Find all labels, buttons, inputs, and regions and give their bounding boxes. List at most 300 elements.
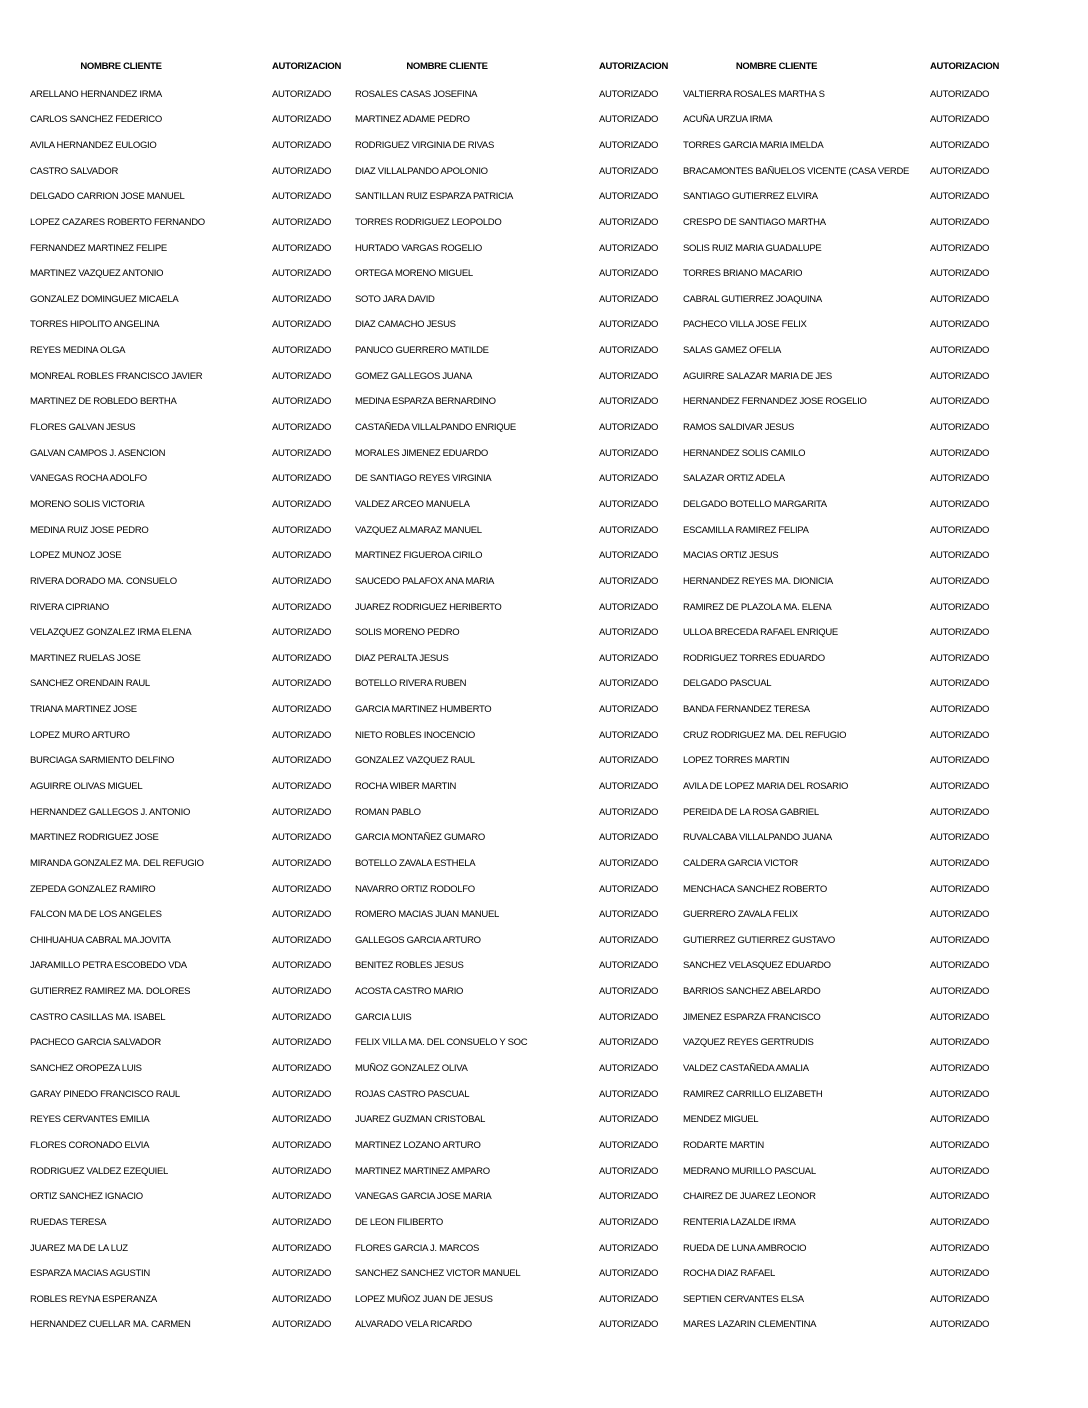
client-name: GARCIA MONTAÑEZ GUMARO [355, 832, 485, 844]
authorization-status: AUTORIZADO [599, 1011, 659, 1023]
client-name: LOPEZ MURO ARTURO [30, 729, 130, 741]
authorization-status: AUTORIZADO [272, 832, 332, 844]
client-name: SOTO JARA DAVID [355, 293, 435, 305]
client-name: GALLEGOS GARCIA ARTURO [355, 934, 481, 946]
client-name: JIMENEZ ESPARZA FRANCISCO [683, 1011, 821, 1023]
authorization-status: AUTORIZADO [599, 293, 659, 305]
authorization-status: AUTORIZADO [930, 1242, 990, 1254]
authorization-status: AUTORIZADO [599, 524, 659, 536]
client-name: DIAZ CAMACHO JESUS [355, 319, 456, 331]
authorization-status: AUTORIZADO [930, 1088, 990, 1100]
client-name: CHIHUAHUA CABRAL MA.JOVITA [30, 934, 171, 946]
client-name: MEDINA RUIZ JOSE PEDRO [30, 524, 149, 536]
client-name: MACIAS ORTIZ JESUS [683, 550, 779, 562]
authorization-status: AUTORIZADO [599, 319, 659, 331]
authorization-status: AUTORIZADO [272, 883, 332, 895]
authorization-status: AUTORIZADO [272, 165, 332, 177]
client-name: GUERRERO ZAVALA FELIX [683, 909, 798, 921]
client-name: TORRES RODRIGUEZ LEOPOLDO [355, 216, 502, 228]
client-name: GARCIA MARTINEZ HUMBERTO [355, 704, 492, 716]
client-name: DIAZ VILLALPANDO APOLONIO [355, 165, 488, 177]
client-name: GARAY PINEDO FRANCISCO RAUL [30, 1088, 180, 1100]
client-name: FELIX VILLA MA. DEL CONSUELO Y SOC [355, 1037, 528, 1049]
client-name: ROCHA DIAZ RAFAEL [683, 1268, 776, 1280]
authorization-status: AUTORIZADO [930, 345, 990, 357]
column-header-autorizacion-1: AUTORIZACION [272, 61, 342, 73]
authorization-status: AUTORIZADO [272, 1063, 332, 1075]
client-name: GONZALEZ VAZQUEZ RAUL [355, 755, 475, 767]
authorization-status: AUTORIZADO [930, 755, 990, 767]
client-name: DELGADO CARRION JOSE MANUEL [30, 191, 185, 203]
authorization-status: AUTORIZADO [599, 473, 659, 485]
authorization-status: AUTORIZADO [599, 422, 659, 434]
client-name: BRACAMONTES BAÑUELOS VICENTE (CASA VERDE [683, 165, 910, 177]
authorization-status: AUTORIZADO [930, 1114, 990, 1126]
client-name: CARLOS SANCHEZ FEDERICO [30, 114, 162, 126]
client-name: AGUIRRE SALAZAR MARIA DE JES [683, 370, 832, 382]
authorization-status: AUTORIZADO [272, 370, 332, 382]
client-name: ROMERO MACIAS JUAN MANUEL [355, 909, 499, 921]
client-name: HERNANDEZ REYES MA. DIONICIA [683, 575, 833, 587]
authorization-status: AUTORIZADO [930, 729, 990, 741]
authorization-status: AUTORIZADO [599, 1216, 659, 1228]
client-name: LOPEZ MUÑOZ JUAN DE JESUS [355, 1293, 493, 1305]
authorization-status: AUTORIZADO [930, 191, 990, 203]
client-name: BENITEZ ROBLES JESUS [355, 960, 464, 972]
authorization-status: AUTORIZADO [930, 960, 990, 972]
authorization-status: AUTORIZADO [599, 909, 659, 921]
client-name: DELGADO BOTELLO MARGARITA [683, 498, 827, 510]
client-name: CRUZ RODRIGUEZ MA. DEL REFUGIO [683, 729, 847, 741]
authorization-status: AUTORIZADO [930, 422, 990, 434]
client-name: RUEDA DE LUNA AMBROCIO [683, 1242, 807, 1254]
authorization-status: AUTORIZADO [272, 652, 332, 664]
authorization-status: AUTORIZADO [272, 447, 332, 459]
client-name: HERNANDEZ SOLIS CAMILO [683, 447, 806, 459]
authorization-status: AUTORIZADO [930, 550, 990, 562]
authorization-status: AUTORIZADO [272, 1165, 332, 1177]
client-name: CALDERA GARCIA VICTOR [683, 857, 798, 869]
authorization-status: AUTORIZADO [599, 601, 659, 613]
client-name: CASTAÑEDA VILLALPANDO ENRIQUE [355, 422, 516, 434]
client-name: SOLIS RUIZ MARIA GUADALUPE [683, 242, 822, 254]
authorization-status: AUTORIZADO [930, 268, 990, 280]
client-name: GALVAN CAMPOS J. ASENCION [30, 447, 166, 459]
client-name: RAMIREZ CARRILLO ELIZABETH [683, 1088, 823, 1100]
authorization-status: AUTORIZADO [599, 960, 659, 972]
client-name: MORALES JIMENEZ EDUARDO [355, 447, 488, 459]
authorization-status: AUTORIZADO [599, 242, 659, 254]
client-name: MARTINEZ LOZANO ARTURO [355, 1139, 481, 1151]
client-name: VAZQUEZ ALMARAZ MANUEL [355, 524, 482, 536]
authorization-status: AUTORIZADO [272, 1293, 332, 1305]
authorization-status: AUTORIZADO [272, 498, 332, 510]
authorization-status: AUTORIZADO [930, 652, 990, 664]
column-header-autorizacion-3: AUTORIZACION [930, 61, 1000, 73]
client-name: SANTIAGO GUTIERREZ ELVIRA [683, 191, 818, 203]
authorization-status: AUTORIZADO [599, 1293, 659, 1305]
client-name: VANEGAS GARCIA JOSE MARIA [355, 1191, 492, 1203]
client-name: NAVARRO ORTIZ RODOLFO [355, 883, 475, 895]
client-name: MENCHACA SANCHEZ ROBERTO [683, 883, 827, 895]
client-name: MARTINEZ RUELAS JOSE [30, 652, 141, 664]
client-name: LOPEZ CAZARES ROBERTO FERNANDO [30, 216, 205, 228]
client-name: RODRIGUEZ VIRGINIA DE RIVAS [355, 139, 494, 151]
client-name: VALDEZ CASTAÑEDA AMALIA [683, 1063, 809, 1075]
authorization-report [30, 56, 1058, 1338]
authorization-status: AUTORIZADO [272, 1216, 332, 1228]
client-name: RIVERA DORADO MA. CONSUELO [30, 575, 177, 587]
client-name: MENDEZ MIGUEL [683, 1114, 759, 1126]
client-name: MARTINEZ ADAME PEDRO [355, 114, 470, 126]
client-name: GUTIERREZ GUTIERREZ GUSTAVO [683, 934, 835, 946]
client-name: SAUCEDO PALAFOX ANA MARIA [355, 575, 495, 587]
authorization-status: AUTORIZADO [930, 1011, 990, 1023]
client-name: HERNANDEZ FERNANDEZ JOSE ROGELIO [683, 396, 867, 408]
client-name: CABRAL GUTIERREZ JOAQUINA [683, 293, 822, 305]
client-name: ROMAN PABLO [355, 806, 421, 818]
client-name: VALTIERRA ROSALES MARTHA S [683, 88, 825, 100]
client-name: ULLOA BRECEDA RAFAEL ENRIQUE [683, 627, 838, 639]
authorization-status: AUTORIZADO [599, 1191, 659, 1203]
client-authorization-table [30, 56, 1058, 1338]
client-name: TORRES GARCIA MARIA IMELDA [683, 139, 824, 151]
client-name: BOTELLO RIVERA RUBEN [355, 678, 467, 690]
authorization-status: AUTORIZADO [599, 781, 659, 792]
authorization-status: AUTORIZADO [930, 447, 990, 459]
client-name: DIAZ PERALTA JESUS [355, 652, 449, 664]
authorization-status: AUTORIZADO [930, 1139, 990, 1151]
client-name: ROSALES CASAS JOSEFINA [355, 88, 478, 100]
client-name: MEDINA ESPARZA BERNARDINO [355, 396, 496, 408]
authorization-status: AUTORIZADO [599, 1319, 659, 1331]
client-name: GONZALEZ DOMINGUEZ MICAELA [30, 293, 179, 305]
client-name: SOLIS MORENO PEDRO [355, 627, 460, 639]
authorization-status: AUTORIZADO [272, 729, 332, 741]
client-name: MARTINEZ MARTINEZ AMPARO [355, 1165, 490, 1177]
client-name: ARELLANO HERNANDEZ IRMA [30, 88, 162, 100]
client-name: PACHECO GARCIA SALVADOR [30, 1037, 161, 1049]
authorization-status: AUTORIZADO [930, 1216, 990, 1228]
authorization-status: AUTORIZADO [272, 345, 332, 357]
client-name: GUTIERREZ RAMIREZ MA. DOLORES [30, 986, 191, 998]
client-name: RUEDAS TERESA [30, 1216, 107, 1228]
client-name: PACHECO VILLA JOSE FELIX [683, 319, 807, 331]
client-name: RUVALCABA VILLALPANDO JUANA [683, 832, 832, 844]
authorization-status: AUTORIZADO [599, 396, 659, 408]
authorization-status: AUTORIZADO [930, 601, 990, 613]
authorization-status: AUTORIZADO [599, 345, 659, 357]
client-name: AGUIRRE OLIVAS MIGUEL [30, 781, 143, 792]
client-name: FLORES CORONADO ELVIA [30, 1139, 150, 1151]
authorization-status: AUTORIZADO [930, 832, 990, 844]
authorization-status: AUTORIZADO [930, 704, 990, 716]
client-name: DE LEON FILIBERTO [355, 1216, 443, 1228]
client-name: ALVARADO VELA RICARDO [355, 1319, 472, 1331]
client-name: JARAMILLO PETRA ESCOBEDO VDA [30, 960, 187, 972]
client-name: AVILA DE LOPEZ MARIA DEL ROSARIO [683, 781, 849, 792]
client-name: CASTRO CASILLAS MA. ISABEL [30, 1011, 166, 1023]
client-name: SANCHEZ SANCHEZ VICTOR MANUEL [355, 1268, 521, 1280]
client-name: ORTIZ SANCHEZ IGNACIO [30, 1191, 143, 1203]
client-name: SANCHEZ ORENDAIN RAUL [30, 678, 150, 690]
authorization-status: AUTORIZADO [599, 114, 659, 126]
client-name: MARTINEZ DE ROBLEDO BERTHA [30, 396, 177, 408]
client-name: SANCHEZ VELASQUEZ EDUARDO [683, 960, 831, 972]
client-name: FLORES GALVAN JESUS [30, 422, 136, 434]
client-name: ROCHA WIBER MARTIN [355, 781, 457, 792]
authorization-status: AUTORIZADO [599, 1268, 659, 1280]
client-name: ZEPEDA GONZALEZ RAMIRO [30, 883, 156, 895]
client-name: VAZQUEZ REYES GERTRUDIS [683, 1037, 814, 1049]
authorization-status: AUTORIZADO [599, 1165, 659, 1177]
client-name: HERNANDEZ GALLEGOS J. ANTONIO [30, 806, 191, 818]
authorization-status: AUTORIZADO [599, 88, 659, 100]
authorization-status: AUTORIZADO [599, 1139, 659, 1151]
authorization-status: AUTORIZADO [599, 498, 659, 510]
client-name: REYES MEDINA OLGA [30, 345, 126, 357]
authorization-status: AUTORIZADO [599, 1063, 659, 1075]
client-name: TORRES BRIANO MACARIO [683, 268, 803, 280]
authorization-status: AUTORIZADO [930, 396, 990, 408]
client-name: HURTADO VARGAS ROGELIO [355, 242, 482, 254]
client-name: FLORES GARCIA J. MARCOS [355, 1242, 480, 1254]
client-name: NIETO ROBLES INOCENCIO [355, 729, 475, 741]
client-name: RENTERIA LAZALDE IRMA [683, 1216, 796, 1228]
authorization-status: AUTORIZADO [930, 934, 990, 946]
client-name: AVILA HERNANDEZ EULOGIO [30, 139, 157, 151]
client-name: DE SANTIAGO REYES VIRGINIA [355, 473, 492, 485]
client-name: BANDA FERNANDEZ TERESA [683, 704, 810, 716]
authorization-status: AUTORIZADO [272, 114, 332, 126]
client-name: LOPEZ MUNOZ JOSE [30, 550, 122, 562]
client-name: MONREAL ROBLES FRANCISCO JAVIER [30, 370, 203, 382]
client-name: PANUCO GUERRERO MATILDE [355, 345, 489, 357]
authorization-status: AUTORIZADO [599, 857, 659, 869]
authorization-status: AUTORIZADO [272, 1242, 332, 1254]
authorization-status: AUTORIZADO [930, 242, 990, 254]
authorization-status: AUTORIZADO [272, 986, 332, 998]
client-name: ESPARZA MACIAS AGUSTIN [30, 1268, 150, 1280]
client-name: LOPEZ TORRES MARTIN [683, 755, 790, 767]
authorization-status: AUTORIZADO [930, 1268, 990, 1280]
authorization-status: AUTORIZADO [272, 1319, 332, 1331]
authorization-status: AUTORIZADO [599, 268, 659, 280]
client-name: VELAZQUEZ GONZALEZ IRMA ELENA [30, 627, 192, 639]
authorization-status: AUTORIZADO [272, 601, 332, 613]
authorization-status: AUTORIZADO [930, 575, 990, 587]
client-name: RIVERA CIPRIANO [30, 601, 109, 613]
authorization-status: AUTORIZADO [599, 934, 659, 946]
client-name: BARRIOS SANCHEZ ABELARDO [683, 986, 821, 998]
authorization-status: AUTORIZADO [930, 909, 990, 921]
authorization-status: AUTORIZADO [599, 1242, 659, 1254]
authorization-status: AUTORIZADO [599, 550, 659, 562]
authorization-status: AUTORIZADO [930, 88, 990, 100]
authorization-status: AUTORIZADO [599, 447, 659, 459]
client-name: SEPTIEN CERVANTES ELSA [683, 1293, 804, 1305]
authorization-status: AUTORIZADO [272, 627, 332, 639]
column-header-nombre-cliente-3: NOMBRE CLIENTE [735, 61, 818, 73]
authorization-status: AUTORIZADO [930, 370, 990, 382]
client-name: REYES CERVANTES EMILIA [30, 1114, 150, 1126]
authorization-status: AUTORIZADO [272, 1139, 332, 1151]
client-name: VALDEZ ARCEO MANUELA [355, 498, 470, 510]
client-name: ACUÑA URZUA IRMA [683, 114, 773, 126]
authorization-status: AUTORIZADO [599, 139, 659, 151]
authorization-status: AUTORIZADO [272, 755, 332, 767]
client-name: JUAREZ MA DE LA LUZ [30, 1242, 128, 1254]
client-name: FERNANDEZ MARTINEZ FELIPE [30, 242, 167, 254]
authorization-status: AUTORIZADO [930, 1319, 990, 1331]
authorization-status: AUTORIZADO [930, 114, 990, 126]
client-name: ROJAS CASTRO PASCUAL [355, 1088, 470, 1100]
authorization-status: AUTORIZADO [930, 1191, 990, 1203]
client-name: SANTILLAN RUIZ ESPARZA PATRICIA [355, 191, 514, 203]
client-name: ACOSTA CASTRO MARIO [355, 986, 464, 998]
authorization-status: AUTORIZADO [930, 1165, 990, 1177]
authorization-status: AUTORIZADO [272, 781, 332, 792]
client-name: CHAIREZ DE JUAREZ LEONOR [683, 1191, 816, 1203]
column-header-nombre-cliente-1: NOMBRE CLIENTE [80, 61, 162, 73]
client-name: PEREIDA DE LA ROSA GABRIEL [683, 806, 819, 818]
authorization-status: AUTORIZADO [599, 883, 659, 895]
client-name: MARES LAZARIN CLEMENTINA [683, 1319, 817, 1331]
authorization-status: AUTORIZADO [272, 1037, 332, 1049]
authorization-status: AUTORIZADO [272, 934, 332, 946]
authorization-status: AUTORIZADO [272, 422, 332, 434]
column-header-nombre-cliente-2: NOMBRE CLIENTE [406, 61, 488, 73]
authorization-status: AUTORIZADO [272, 704, 332, 716]
authorization-status: AUTORIZADO [272, 473, 332, 485]
client-name: JUAREZ RODRIGUEZ HERIBERTO [355, 601, 502, 613]
client-name: GOMEZ GALLEGOS JUANA [355, 370, 472, 382]
client-name: MARTINEZ RODRIGUEZ JOSE [30, 832, 159, 844]
authorization-status: AUTORIZADO [272, 1088, 332, 1100]
client-name: GARCIA LUIS [355, 1011, 412, 1023]
authorization-status: AUTORIZADO [599, 165, 659, 177]
client-name: BOTELLO ZAVALA ESTHELA [355, 857, 476, 869]
authorization-status: AUTORIZADO [599, 575, 659, 587]
authorization-status: AUTORIZADO [272, 319, 332, 331]
authorization-status: AUTORIZADO [272, 139, 332, 151]
client-name: MARTINEZ FIGUEROA CIRILO [355, 550, 483, 562]
authorization-status: AUTORIZADO [272, 550, 332, 562]
authorization-status: AUTORIZADO [272, 268, 332, 280]
client-name: HERNANDEZ CUELLAR MA. CARMEN [30, 1319, 191, 1331]
client-name: MUÑOZ GONZALEZ OLIVA [355, 1063, 468, 1075]
authorization-status: AUTORIZADO [272, 1191, 332, 1203]
authorization-status: AUTORIZADO [930, 1037, 990, 1049]
client-name: DELGADO PASCUAL [683, 678, 772, 690]
authorization-status: AUTORIZADO [599, 806, 659, 818]
client-name: ESCAMILLA RAMIREZ FELIPA [683, 524, 809, 536]
client-name: RODRIGUEZ TORRES EDUARDO [683, 652, 825, 664]
client-name: FALCON MA DE LOS ANGELES [30, 909, 162, 921]
authorization-status: AUTORIZADO [272, 575, 332, 587]
authorization-status: AUTORIZADO [599, 755, 659, 767]
authorization-status: AUTORIZADO [930, 139, 990, 151]
client-name: MIRANDA GONZALEZ MA. DEL REFUGIO [30, 857, 204, 869]
authorization-status: AUTORIZADO [272, 678, 332, 690]
client-name: CASTRO SALVADOR [30, 165, 119, 177]
authorization-status: AUTORIZADO [599, 704, 659, 716]
authorization-status: AUTORIZADO [272, 857, 332, 869]
client-name: ORTEGA MORENO MIGUEL [355, 268, 473, 280]
authorization-status: AUTORIZADO [930, 498, 990, 510]
authorization-status: AUTORIZADO [599, 1114, 659, 1126]
authorization-status: AUTORIZADO [930, 216, 990, 228]
client-name: RAMOS SALDIVAR JESUS [683, 422, 795, 434]
authorization-status: AUTORIZADO [930, 1063, 990, 1075]
client-name: ROBLES REYNA ESPERANZA [30, 1293, 157, 1305]
authorization-status: AUTORIZADO [599, 729, 659, 741]
authorization-status: AUTORIZADO [599, 986, 659, 998]
authorization-status: AUTORIZADO [930, 165, 990, 177]
column-header-autorizacion-2: AUTORIZACION [599, 61, 669, 73]
authorization-status: AUTORIZADO [930, 293, 990, 305]
authorization-status: AUTORIZADO [272, 242, 332, 254]
authorization-status: AUTORIZADO [272, 1268, 332, 1280]
authorization-status: AUTORIZADO [930, 986, 990, 998]
authorization-status: AUTORIZADO [599, 832, 659, 844]
authorization-status: AUTORIZADO [599, 627, 659, 639]
client-name: VANEGAS ROCHA ADOLFO [30, 473, 147, 485]
authorization-status: AUTORIZADO [272, 909, 332, 921]
client-name: CRESPO DE SANTIAGO MARTHA [683, 216, 826, 228]
client-name: TRIANA MARTINEZ JOSE [30, 704, 137, 716]
authorization-status: AUTORIZADO [599, 1088, 659, 1100]
authorization-status: AUTORIZADO [930, 883, 990, 895]
client-name: TORRES HIPOLITO ANGELINA [30, 319, 160, 331]
client-name: BURCIAGA SARMIENTO DELFINO [30, 755, 175, 767]
client-name: SALAZAR ORTIZ ADELA [683, 473, 785, 485]
authorization-status: AUTORIZADO [930, 524, 990, 536]
client-name: RODARTE MARTIN [683, 1139, 764, 1151]
authorization-status: AUTORIZADO [272, 1011, 332, 1023]
authorization-status: AUTORIZADO [272, 396, 332, 408]
authorization-status: AUTORIZADO [930, 678, 990, 690]
authorization-status: AUTORIZADO [272, 191, 332, 203]
client-name: MARTINEZ VAZQUEZ ANTONIO [30, 268, 164, 280]
authorization-status: AUTORIZADO [599, 652, 659, 664]
authorization-status: AUTORIZADO [930, 319, 990, 331]
client-name: MORENO SOLIS VICTORIA [30, 498, 145, 510]
authorization-status: AUTORIZADO [599, 191, 659, 203]
authorization-status: AUTORIZADO [272, 216, 332, 228]
client-name: SANCHEZ OROPEZA LUIS [30, 1063, 142, 1075]
authorization-status: AUTORIZADO [599, 216, 659, 228]
authorization-status: AUTORIZADO [930, 806, 990, 818]
authorization-status: AUTORIZADO [599, 1037, 659, 1049]
client-name: SALAS GAMEZ OFELIA [683, 345, 782, 357]
authorization-status: AUTORIZADO [272, 1114, 332, 1126]
authorization-status: AUTORIZADO [930, 1293, 990, 1305]
client-name: JUAREZ GUZMAN CRISTOBAL [355, 1114, 486, 1126]
authorization-status: AUTORIZADO [930, 857, 990, 869]
authorization-status: AUTORIZADO [272, 524, 332, 536]
authorization-status: AUTORIZADO [930, 473, 990, 485]
authorization-status: AUTORIZADO [272, 960, 332, 972]
authorization-status: AUTORIZADO [930, 627, 990, 639]
authorization-status: AUTORIZADO [272, 293, 332, 305]
authorization-status: AUTORIZADO [599, 678, 659, 690]
client-name: MEDRANO MURILLO PASCUAL [683, 1165, 816, 1177]
authorization-status: AUTORIZADO [272, 806, 332, 818]
authorization-status: AUTORIZADO [599, 370, 659, 382]
client-name: RAMIREZ DE PLAZOLA MA. ELENA [683, 601, 832, 613]
client-name: RODRIGUEZ VALDEZ EZEQUIEL [30, 1165, 169, 1177]
